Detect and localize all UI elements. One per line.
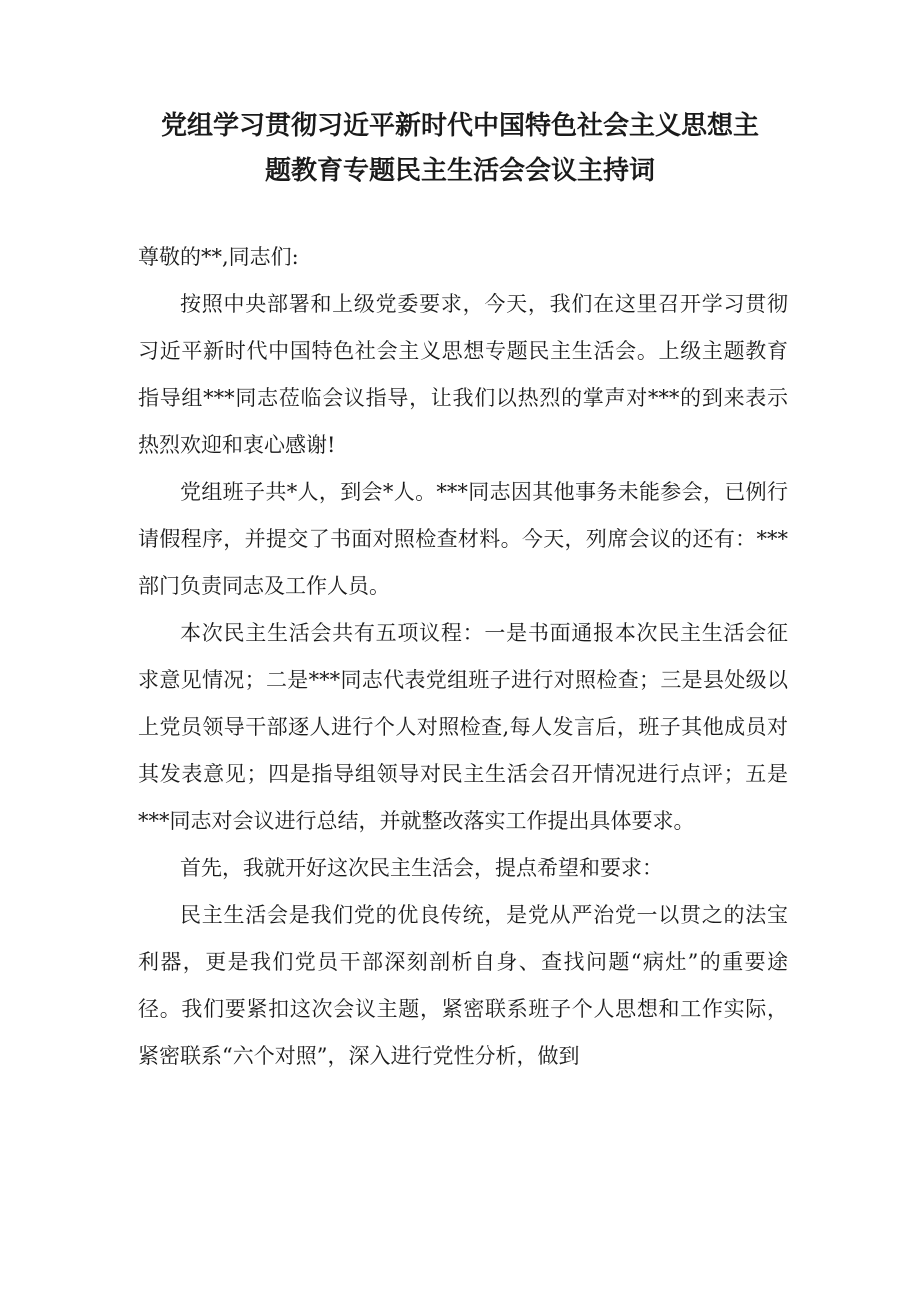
document-title-line-1: 党组学习贯彻习近平新时代中国特色社会主义思想主: [160, 111, 759, 141]
paragraph-requirements-intro: 首先，我就开好这次民主生活会，提点希望和要求：: [180, 856, 663, 880]
paragraph-opening: 按照中央部署和上级党委要求，今天，我们在这里召开学习贯彻习近平新时代中国特色社会主义思想专题民主生活会。上级主题教育指导组***同志莅临会议指导，让我们以热烈的掌声对***的到来表示热烈欢迎和衷心感谢!: [138, 292, 788, 457]
paragraph-agenda: 本次民主生活会共有五项议程：一是书面通报本次民主生活会征求意见情况；二是***同志代表党组班子进行对照检查；三是县处级以上党员领导干部逐人进行个人对照检查,每人发言后，班子其他成员对其发表意见；四是指导组领导对民主生活会召开情况进行点评；五是***同志对会议进行总结，并就整改落实工作提出具体要求。: [138, 621, 788, 833]
document-body: [138, 234, 788, 1080]
paragraph-tradition: 民主生活会是我们党的优良传统，是党从严治党一以贯之的法宝利器，更是我们党员干部深刻剖析自身、查找问题“病灶”的重要途径。我们要紧扣这次会议主题，紧密联系班子个人思想和工作实际，紧密联系“六个对照”，深入进行党性分析，做到: [138, 903, 788, 1068]
salutation: 尊敬的**,同志们:: [138, 245, 299, 269]
paragraph-attendance: 党组班子共*人，到会*人。***同志因其他事务未能参会，已例行请假程序，并提交了书面对照检查材料。今天，列席会议的还有：***部门负责同志及工作人员。: [138, 480, 788, 598]
document-title-line-2: 题教育专题民主生活会会议主持词: [264, 156, 655, 186]
